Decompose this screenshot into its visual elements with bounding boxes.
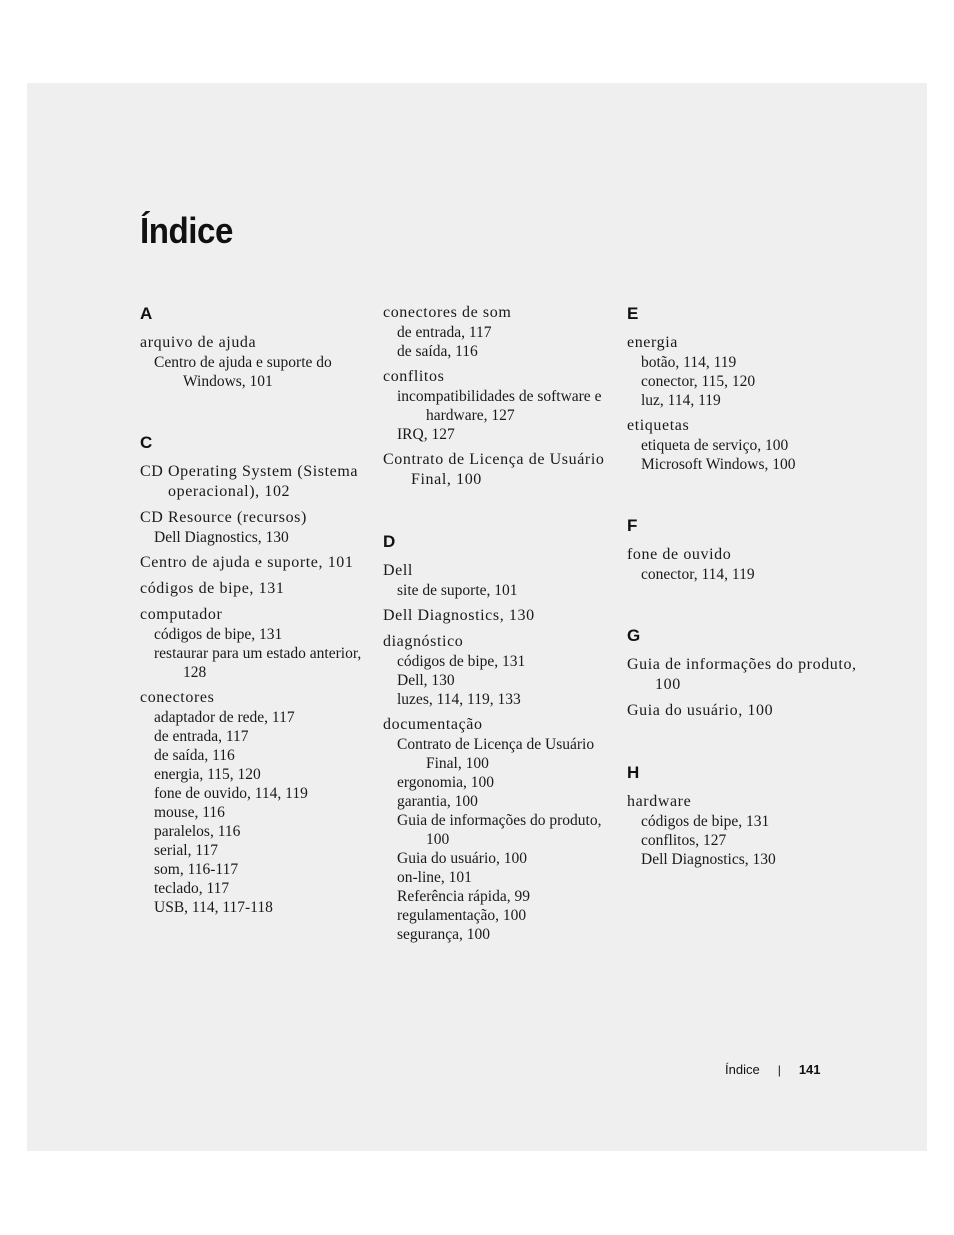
index-term: hardware [627, 793, 692, 810]
index-section [140, 433, 370, 917]
index-section [140, 304, 370, 391]
index-subterm: mouse, 116 [154, 804, 225, 821]
index-subterm: conector, 114, 119 [641, 566, 755, 583]
index-subterm: códigos de bipe, 131 [397, 653, 526, 670]
page-footer [725, 1061, 821, 1079]
index-term: energia [627, 334, 678, 351]
index-subterm: Dell Diagnostics, 130 [154, 529, 289, 546]
section-letter: F [627, 516, 638, 535]
index-subterm: Microsoft Windows, 100 [641, 456, 796, 473]
index-subterm: conector, 115, 120 [641, 373, 756, 390]
index-column-1 [140, 304, 370, 959]
index-term: diagnóstico [383, 633, 464, 650]
index-subterm: adaptador de rede, 117 [154, 709, 295, 726]
index-entry [140, 579, 370, 599]
index-term: Dell Diagnostics, 130 [383, 607, 535, 624]
index-entry [383, 450, 613, 490]
index-subterm: de saída, 116 [154, 747, 235, 764]
page-number: 141 [798, 1062, 821, 1077]
index-entry [627, 545, 857, 584]
index-subterm: conflitos, 127 [641, 832, 727, 849]
index-subterm: etiqueta de serviço, 100 [641, 437, 789, 454]
index-subterm: Dell Diagnostics, 130 [641, 851, 776, 868]
index-subterm: Dell, 130 [397, 672, 455, 689]
index-term: etiquetas [627, 417, 690, 434]
index-term: CD Resource (recursos) [140, 509, 307, 526]
index-entry [140, 688, 370, 917]
index-subterm: Contrato de Licença de Usuário Final, 100 [397, 736, 595, 772]
index-section [627, 516, 857, 584]
index-entry [627, 655, 857, 695]
index-subterm: fone de ouvido, 114, 119 [154, 785, 308, 802]
index-term: conectores de som [383, 304, 512, 321]
index-section [627, 626, 857, 721]
index-subterm: luzes, 114, 119, 133 [397, 691, 521, 708]
index-subterm: USB, 114, 117-118 [154, 899, 273, 916]
index-term: conflitos [383, 368, 445, 385]
index-term: computador [140, 606, 223, 623]
section-letter: A [140, 304, 153, 323]
index-term: Guia de informações do produto, 100 [627, 656, 857, 693]
section-letter: E [627, 304, 639, 323]
index-entry [627, 416, 857, 474]
section-letter: G [627, 626, 641, 645]
index-entry [140, 553, 370, 573]
index-entry [383, 715, 613, 944]
section-letter: C [140, 433, 153, 452]
index-entry [627, 792, 857, 869]
index-entry [140, 605, 370, 682]
index-subterm: garantia, 100 [397, 793, 478, 810]
index-term: Dell [383, 562, 413, 579]
index-entry [140, 508, 370, 547]
index-subterm: restaurar para um estado anterior, 128 [154, 645, 362, 681]
index-subterm: incompatibilidades de software e hardware, 127 [397, 388, 602, 424]
index-subterm: on-line, 101 [397, 869, 472, 886]
index-subterm: regulamentação, 100 [397, 907, 527, 924]
index-entry [383, 303, 613, 361]
index-term: Centro de ajuda e suporte, 101 [140, 554, 354, 571]
index-section [383, 532, 613, 944]
index-subterm: códigos de bipe, 131 [641, 813, 770, 830]
index-entry [383, 632, 613, 709]
index-term: documentação [383, 716, 483, 733]
index-term: fone de ouvido [627, 546, 732, 563]
index-subterm: Referência rápida, 99 [397, 888, 530, 905]
index-subterm: serial, 117 [154, 842, 218, 859]
index-subterm: de saída, 116 [397, 343, 478, 360]
index-section [627, 304, 857, 474]
index-subterm: ergonomia, 100 [397, 774, 495, 791]
index-subterm: segurança, 100 [397, 926, 490, 943]
index-term: conectores [140, 689, 215, 706]
index-column-2 [383, 303, 613, 986]
index-entry [383, 606, 613, 626]
section-letter: D [383, 532, 396, 551]
index-subterm: som, 116-117 [154, 861, 239, 878]
index-subterm: IRQ, 127 [397, 426, 455, 443]
index-subterm: Centro de ajuda e suporte do Windows, 101 [154, 354, 332, 390]
index-entry [627, 333, 857, 410]
index-term: arquivo de ajuda [140, 334, 257, 351]
index-term: CD Operating System (Sistema operacional), 102 [140, 463, 359, 500]
index-subterm: códigos de bipe, 131 [154, 626, 283, 643]
section-letter: H [627, 763, 640, 782]
index-section [627, 763, 857, 869]
index-term: Contrato de Licença de Usuário Final, 100 [383, 451, 605, 488]
page-title: Índice [140, 210, 233, 251]
index-subterm: energia, 115, 120 [154, 766, 261, 783]
index-subterm: de entrada, 117 [397, 324, 492, 341]
index-entry [140, 462, 370, 502]
footer-separator: | [777, 1063, 781, 1077]
index-section [383, 303, 613, 490]
index-entry [383, 561, 613, 600]
index-column-3 [627, 304, 857, 911]
index-subterm: teclado, 117 [154, 880, 230, 897]
index-term: Guia do usuário, 100 [627, 702, 774, 719]
index-subterm: Guia de informações do produto, 100 [397, 812, 602, 848]
index-entry [627, 701, 857, 721]
index-subterm: Guia do usuário, 100 [397, 850, 528, 867]
index-subterm: botão, 114, 119 [641, 354, 737, 371]
index-entry [140, 333, 370, 391]
index-term: códigos de bipe, 131 [140, 580, 285, 597]
index-subterm: paralelos, 116 [154, 823, 241, 840]
index-subterm: de entrada, 117 [154, 728, 249, 745]
footer-label: Índice [725, 1062, 760, 1077]
index-subterm: site de suporte, 101 [397, 582, 518, 599]
index-subterm: luz, 114, 119 [641, 392, 721, 409]
index-entry [383, 367, 613, 444]
